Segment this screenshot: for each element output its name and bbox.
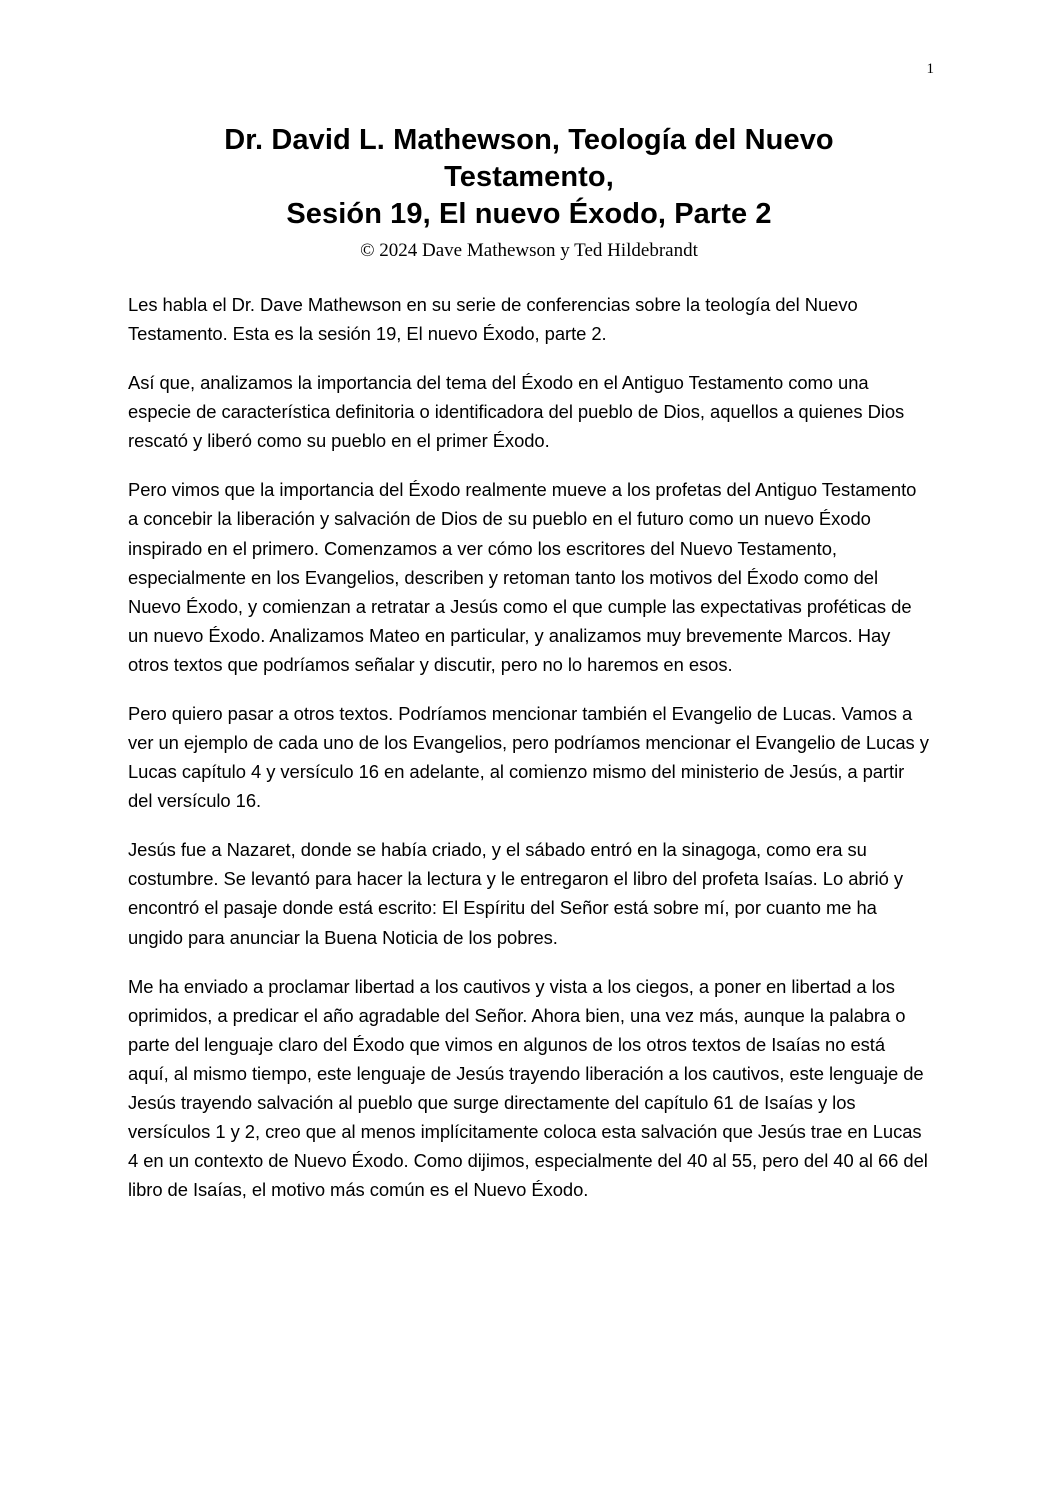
- paragraph: Me ha enviado a proclamar libertad a los cautivos y vista a los ciegos, a poner en libertad a los oprimidos, a predicar el año agradable del Señor. Ahora bien, una vez más, aunque la palabra o parte del lenguaje claro del Éxodo que vimos en algunos de los otros textos de Isaías no está aquí, al mismo tiempo, este lenguaje de Jesús trayendo liberación a los cautivos, este lenguaje de Jesús trayendo salvación al pueblo que surge directamente del capítulo 61 de Isaías y los versículos 1 y 2, creo que al menos implícitamente coloca esta salvación que Jesús trae en Lucas 4 en un contexto de Nuevo Éxodo. Como dijimos, especialmente del 40 al 55, pero del 40 al 66 del libro de Isaías, el motivo más común es el Nuevo Éxodo.: [128, 975, 928, 1201]
- title-line-3: Sesión 19, El nuevo Éxodo, Parte 2: [286, 198, 772, 231]
- paragraph: Jesús fue a Nazaret, donde se había criado, y el sábado entró en la sinagoga, como era su costumbre. Se levantó para hacer la lectura y le entregaron el libro del profeta Isaías. Lo abrió y encontró el pasaje donde está escrito: El Espíritu del Señor está sobre mí, por cuanto me ha ungido para anunciar la Buena Noticia de los pobres.: [128, 839, 904, 948]
- paragraph: Les habla el Dr. Dave Mathewson en su serie de conferencias sobre la teología del Nuevo Testamento. Esta es la sesión 19, El nuevo Éxodo, parte 2.: [128, 294, 858, 345]
- page-number: 1: [926, 61, 934, 77]
- title-line-2: Testamento,: [444, 161, 614, 194]
- document-body: [128, 290, 930, 1204]
- paragraph: Pero quiero pasar a otros textos. Podríamos mencionar también el Evangelio de Lucas. Vamos a ver un ejemplo de cada uno de los Evangelios, pero podríamos mencionar el Evangelio de Lucas y Lucas capítulo 4 y versículo 16 en adelante, al comienzo mismo del ministerio de Jesús, a partir del versículo 16.: [128, 702, 929, 812]
- page-title: [128, 122, 930, 233]
- copyright-notice: © 2024 Dave Mathewson y Ted Hildebrandt: [360, 240, 698, 262]
- paragraph: Pero vimos que la importancia del Éxodo realmente mueve a los profetas del Antiguo Testamento a concebir la liberación y salvación de Dios de su pueblo en el futuro como un nuevo Éxodo inspirado en el primero. Comenzamos a ver cómo los escritores del Nuevo Testamento, especialmente en los Evangelios, describen y retoman tanto los motivos del Éxodo como del Nuevo Éxodo, y comienzan a retratar a Jesús como el que cumple las expectativas proféticas de un nuevo Éxodo. Analizamos Mateo en particular, y analizamos muy brevemente Marcos. Hay otros textos que podríamos señalar y discutir, pero no lo haremos en esos.: [128, 479, 917, 675]
- paragraph: Así que, analizamos la importancia del tema del Éxodo en el Antiguo Testamento como una especie de característica definitoria o identificadora del pueblo de Dios, aquellos a quienes Dios rescató y liberó como su pueblo en el primer Éxodo.: [128, 372, 905, 452]
- title-line-1: Dr. David L. Mathewson, Teología del Nuevo: [224, 124, 834, 156]
